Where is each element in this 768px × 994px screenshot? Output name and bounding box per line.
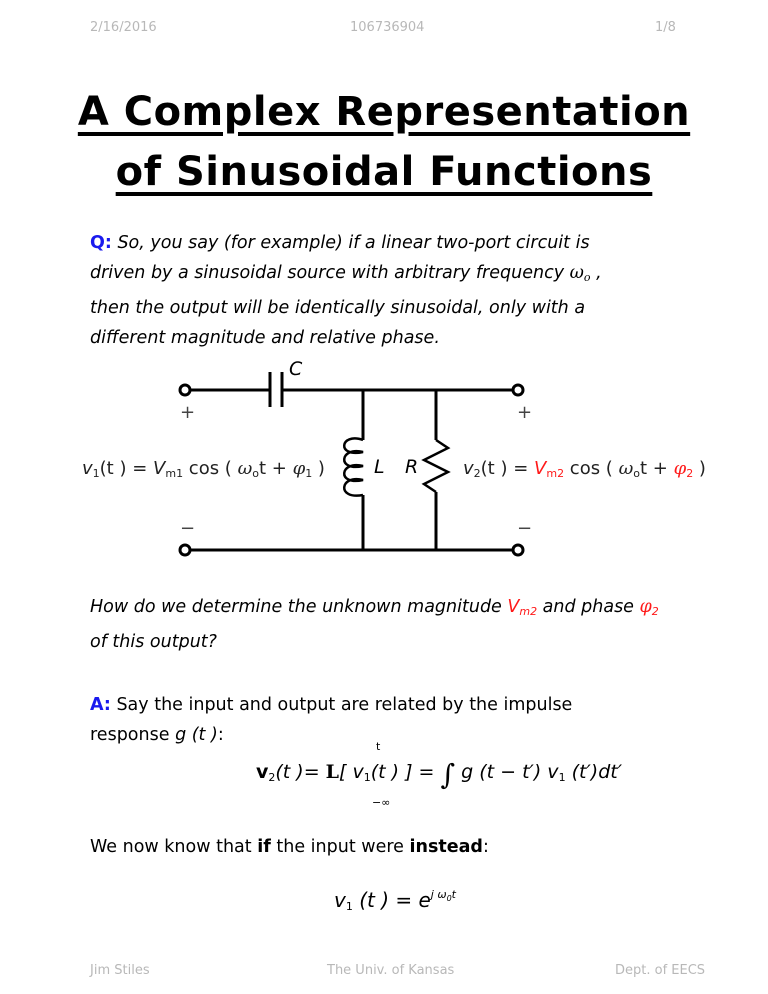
footer-author: Jim Stiles	[90, 963, 150, 978]
answer-paragraph: A: Say the input and output are related by the impulse response g (t ):	[90, 695, 573, 745]
integral-lower-limit: −∞	[372, 796, 391, 809]
header-page: 1/8	[655, 20, 676, 35]
convolution-equation: $v_2(t$ )= L[ $v_1(t$ ) ] = ∫ g (t − t′) $v_1$ (t′)dt′	[256, 758, 623, 791]
answer-label: A:	[90, 695, 111, 715]
unknown-phase: φ	[673, 458, 687, 479]
page-title-line1: A Complex Representation	[77, 89, 691, 135]
page-title-line2: of Sinusoidal Functions	[115, 149, 653, 195]
resistor-label: R	[405, 456, 419, 478]
integral-upper-limit: t	[376, 740, 381, 753]
output-plus-sign: +	[517, 402, 533, 423]
footer-institution: The Univ. of Kansas	[327, 963, 455, 978]
question-label: Q:	[90, 233, 112, 253]
question-paragraph: Q: So, you say (for example) if a linear two-port circuit is driven by a sinusoidal source with arbitrary frequency $\omega_o$ , then the output will be identically sinusoidal, only with a different magnitude and relative phase.	[90, 233, 602, 348]
inductor-label: L	[374, 456, 385, 478]
unknown-magnitude: V	[534, 458, 547, 479]
output-minus-sign: −	[517, 518, 533, 539]
capacitor-label: C	[289, 358, 303, 380]
footer-department: Dept. of EECS	[615, 963, 706, 978]
header-date: 2/16/2016	[90, 20, 157, 35]
input-plus-sign: +	[180, 402, 196, 423]
output-voltage-equation: $v_2(t$ ) = $V_{m2}$ cos ( $\omega_ot + \varphi_2$ )	[463, 458, 706, 480]
exponential-input-equation: $v_1$ (t ) = $e^{j \omega_0t}$	[334, 888, 456, 913]
statement-paragraph: We now know that if the input were instead:	[90, 837, 489, 857]
omega-symbol: $\omega_o$	[569, 263, 591, 284]
header-doc-id: 106736904	[350, 20, 425, 35]
input-voltage-equation: $v_1(t$ ) = $V_{m1}$ cos ( $\omega_ot + \varphi_1$ )	[82, 458, 325, 480]
input-minus-sign: −	[180, 518, 196, 539]
followup-paragraph: How do we determine the unknown magnitude $V_{m2}$ and phase $\varphi_2$ of this output?	[90, 597, 659, 652]
